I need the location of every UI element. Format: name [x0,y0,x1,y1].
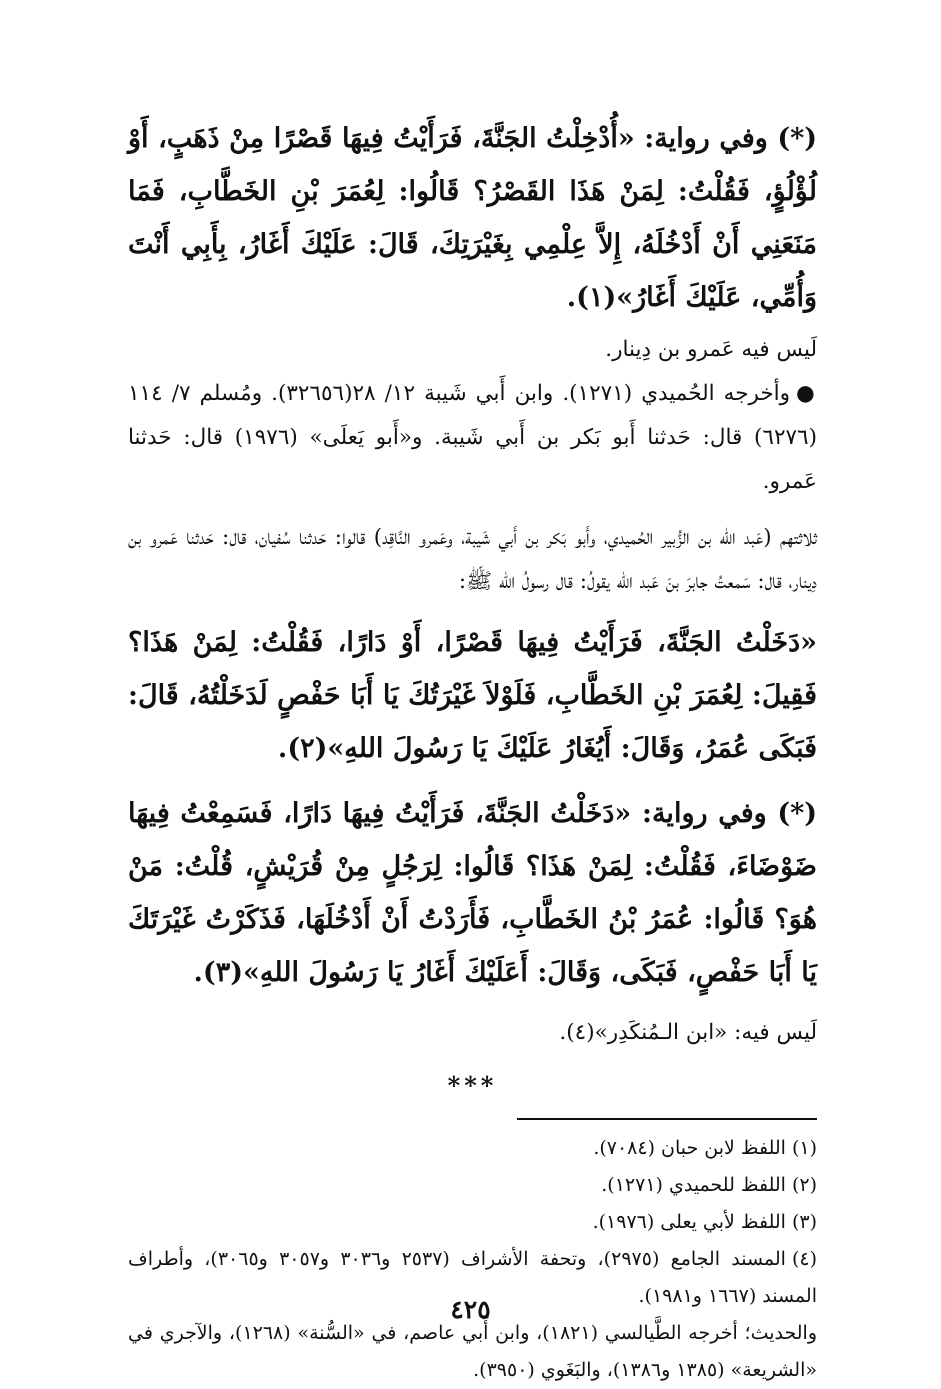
takhrij-paragraph [128,372,817,504]
footnote-text: اللفظ للحميدي (١٢٧١). [601,1174,786,1196]
section-divider-stars: *** [447,1071,498,1100]
isnad-paragraph: ثلاثتهم (عَبد الله بن الزُّبير الحُميدي، وأَبو بَكر بن أَبي شَيبة، وعَمرو النَّاقِد) قالوا: حَدثنا سُفيان، قال: حَدثنا عَمرو بن دِينار، قال: سَمعتُ جابرَ بنَ عَبد الله يقولُ: قال رسولُ الله ﷺ: [128,525,817,594]
footnote-continuation: والحديث؛ أخرجه الطَّيالسي (١٨٢١)، وابن أَبي عاصم، في «السُّنة» (١٢٦٨)، والآجري في «الشريعة» (١٣٨٥ و١٣٨٦)، والبَغَوي (٣٩٥٠). [128,1322,818,1381]
bullet-icon: ● [796,381,817,406]
hadith-main: «دَخَلْتُ الجَنَّةَ، فَرَأَيْتُ فِيهَا قَصْرًا، أَوْ دَارًا، فَقُلْتُ: لِمَنْ هَذَا؟ فَقِيلَ: لِعُمَرَ بْنِ الخَطَّابِ، فَلَوْلاَ غَيْرَتُكَ يَا أَبَا حَفْصٍ لَدَخَلْتُهُ، قَالَ: فَبَكَى عُمَرُ، وَقَالَ: أَيُغَارُ عَلَيْكَ يَا رَسُولَ اللهِ»(٢). [128,627,817,764]
footnote-rule [517,1118,817,1120]
footnote-item [128,1204,817,1241]
footnote-number: (٤) [791,1248,818,1270]
hadith-variant-2: (*) وفي رواية: «دَخَلْتُ الجَنَّةَ، فَرَأَيْتُ فِيهَا دَارًا، فَسَمِعْتُ فِيهَا ضَوْضَاءَ، فَقُلْتُ: لِمَنْ هَذَا؟ قَالُوا: لِرَجُلٍ مِنْ قُرَيْشٍ، قُلْتُ: مَنْ هُوَ؟ قَالُوا: عُمَرُ بْنُ الخَطَّابِ، فَأَرَدْتُ أَنْ أَدْخُلَهَا، فَذَكَرْتُ غَيْرَتَكَ يَا أَبَا حَفْصٍ، فَبَكَى، وَقَالَ: أَعَلَيْكَ أَغَارُ يَا رَسُولَ اللهِ»(٣). [128,798,817,988]
note-line-1: لَيس فيه عَمرو بن دِينار. [605,337,817,362]
footnote-text: اللفظ لأبي يعلى (١٩٧٦). [592,1211,786,1233]
takhrij-text: وأخرجه الحُميدي (١٢٧١). وابن أَبي شَيبة ١٢/ ٢٨(٣٢٦٥٦). ومُسلم ٧/ ١١٤ (٦٢٧٦) قال: حَدثنا أَبو بَكر بن أَبي شَيبة. و«أَبو يَعلَى» (١٩٧٦) قال: حَدثنا عَمرو. [128,381,817,494]
note-line-2: لَيس فيه: «ابن الـمُنكَدِر»(٤). [559,1020,817,1045]
footnote-number: (٣) [791,1211,817,1233]
footnote-number: (٢) [791,1174,817,1196]
page-number: ٤٢٥ [450,1295,491,1324]
hadith-variant-1: (*) وفي رواية: «أُدْخِلْتُ الجَنَّةَ، فَرَأَيْتُ فِيهَا قَصْرًا مِنْ ذَهَبٍ، أَوْ لُؤْلُؤٍ، فَقُلْتُ: لِمَنْ هَذَا القَصْرُ؟ قَالُوا: لِعُمَرَ بْنِ الخَطَّابِ، فَمَا مَنَعَنِي أَنْ أَدْخُلَهُ، إِلاَّ عِلْمِي بِغَيْرَتِكَ، قَالَ: عَلَيْكَ أَغَارُ، بِأَبِي أَنْتَ وَأُمِّي، عَلَيْكَ أَغَارُ»(١). [128,123,817,313]
footnotes [128,1130,817,1389]
footnote-text: المسند الجامع (٢٩٧٥)، وتحفة الأشراف (٢٥٣٧ و٣٠٣٦ و٣٠٥٧ و٣٠٦٥)، وأطراف المسند (١٦٦٧ و١٩٨١). [128,1248,817,1307]
footnote-number: (١) [791,1137,817,1159]
footnote-item [128,1130,817,1167]
footnote-text: اللفظ لابن حبان (٧٠٨٤). [593,1137,786,1159]
footnote-item [128,1167,817,1204]
